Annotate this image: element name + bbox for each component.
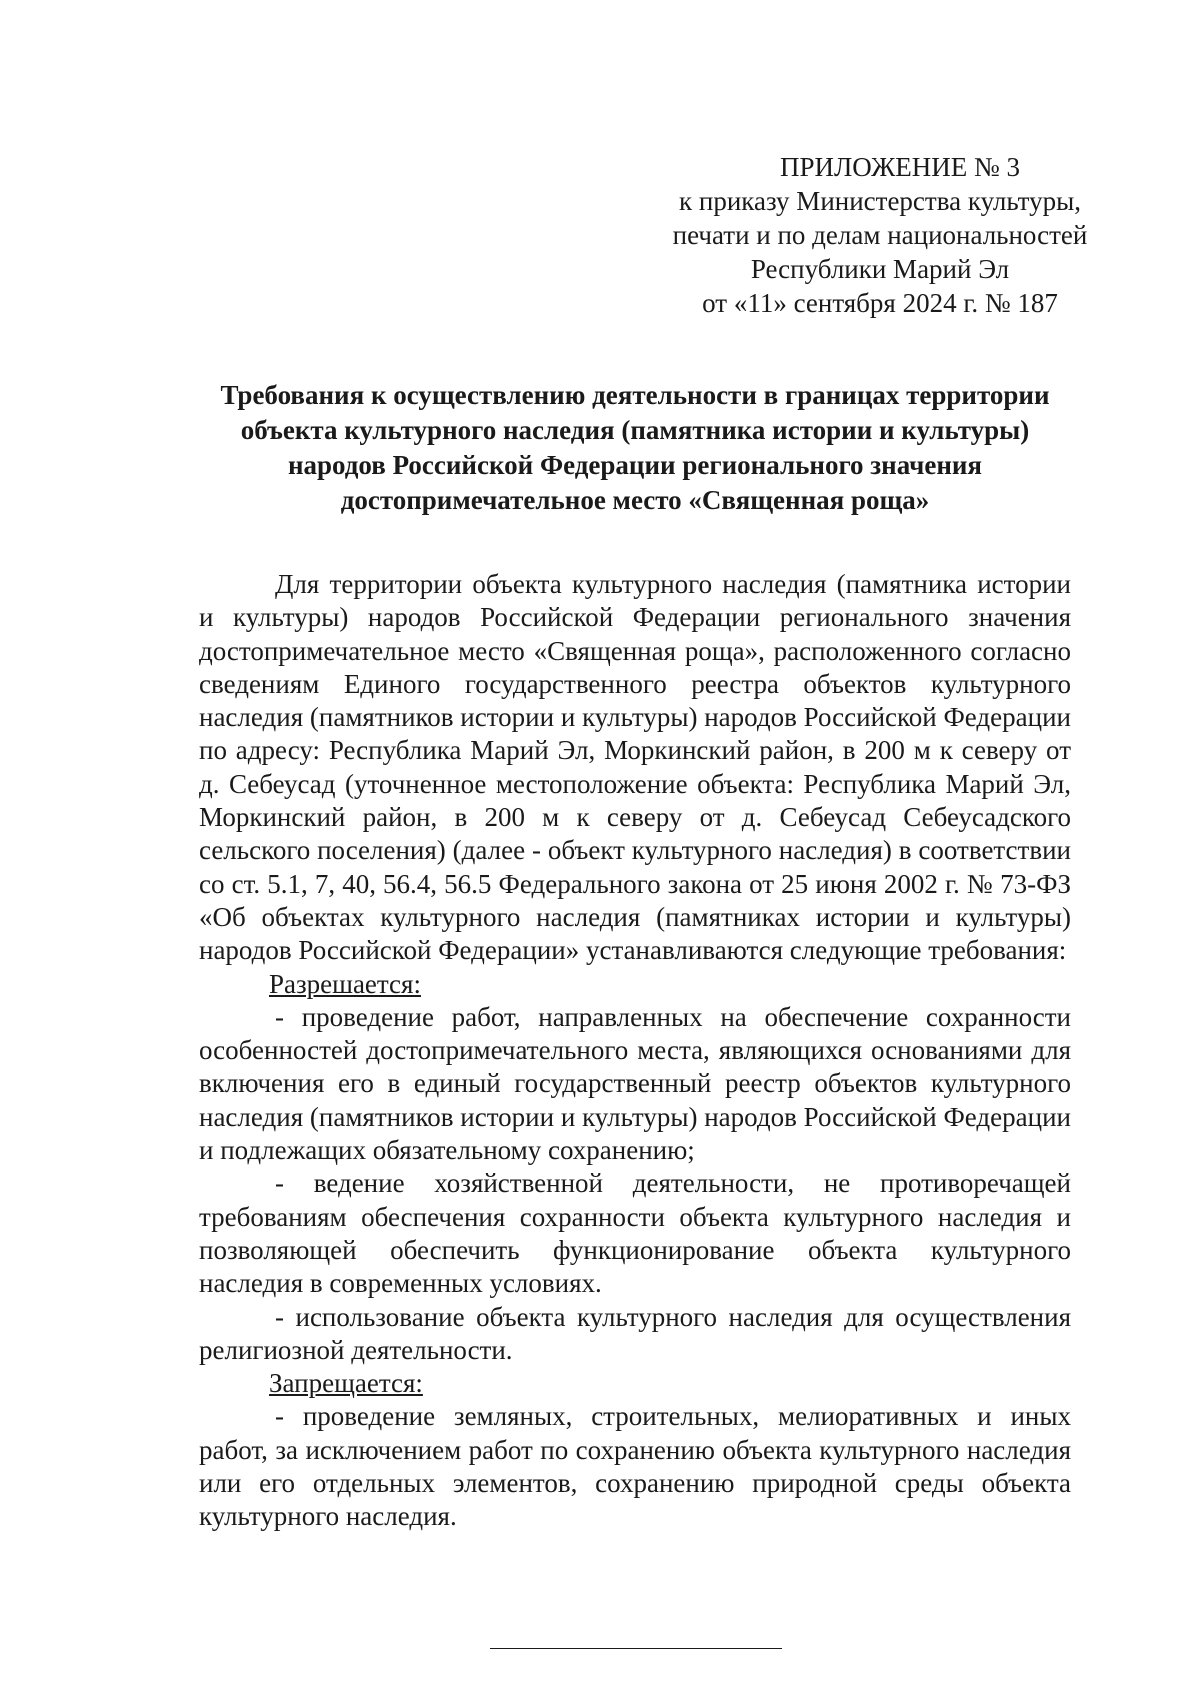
title-line-4: достопримечательное место «Священная роща» (340, 485, 930, 515)
forbidden-item-1: - проведение земляных, строительных, мелиоративных и иных работ, за исключением работ по сохранению объекта культурного наследия или его отдельных элементов, сохранению природной среды объекта культурного наследия. (199, 1401, 1071, 1532)
appendix-header (640, 150, 1120, 320)
allowed-heading-text: Разрешается: (269, 968, 421, 999)
appendix-number: ПРИЛОЖЕНИЕ № 3 (779, 152, 1021, 182)
document-body (199, 568, 1071, 1534)
intro-paragraph: Для территории объекта культурного наследия (памятника истории и культуры) народов Российской Федерации регионального значения достопримечательное место «Священная роща», расположенного согласно сведениям Единого государственного реестра объектов культурного наследия (памятников истории и культуры) народов Российской Федерации по адресу: Республика Марий Эл, Моркинский район, в 200 м к северу от д. Себеусад (уточненное местоположение объекта: Республика Марий Эл, Моркинский район, в 200 м к северу от д. Себеусад Себеусадского сельского поселения) (далее - объект культурного наследия) в соответствии со ст. 5.1, 7, 40, 56.4, 56.5 Федерального закона от 25 июня 2002 г. № 73-ФЗ «Об объектах культурного наследия (памятниках истории и культуры) народов Российской Федерации» устанавливаются следующие требования: (199, 569, 1071, 966)
title-line-3: народов Российской Федерации регионального значения (287, 450, 983, 480)
forbidden-heading (199, 1367, 1071, 1400)
appendix-ref-line-1: к приказу Министерства культуры, (679, 186, 1081, 216)
appendix-ref-line-3: Республики Марий Эл (750, 254, 1010, 284)
title-line-1: Требования к осуществлению деятельности в границах территории (220, 380, 1050, 410)
title-line-2: объекта культурного наследия (памятника истории и культуры) (240, 415, 1030, 445)
document-title (170, 378, 1100, 518)
allowed-item-1: - проведение работ, направленных на обеспечение сохранности особенностей достопримечательного места, являющихся основаниями для включения его в единый государственный реестр объектов культурного наследия (памятников истории и культуры) народов Российской Федерации и подлежащих обязательному сохранению; (199, 1001, 1071, 1166)
allowed-heading (199, 968, 1071, 1001)
allowed-item-3: - использование объекта культурного наследия для осуществления религиозной деятельности. (199, 1301, 1071, 1365)
forbidden-heading-text: Запрещается: (269, 1368, 423, 1399)
closing-divider (490, 1648, 782, 1649)
appendix-order-date: от «11» сентября 2024 г. № 187 (702, 288, 1058, 318)
allowed-item-2: - ведение хозяйственной деятельности, не противоречащей требованиям обеспечения сохранности объекта культурного наследия и позволяющей обеспечить функционирование объекта культурного наследия в современных условиях. (199, 1168, 1071, 1299)
appendix-ref-line-2: печати и по делам национальностей (672, 220, 1088, 250)
